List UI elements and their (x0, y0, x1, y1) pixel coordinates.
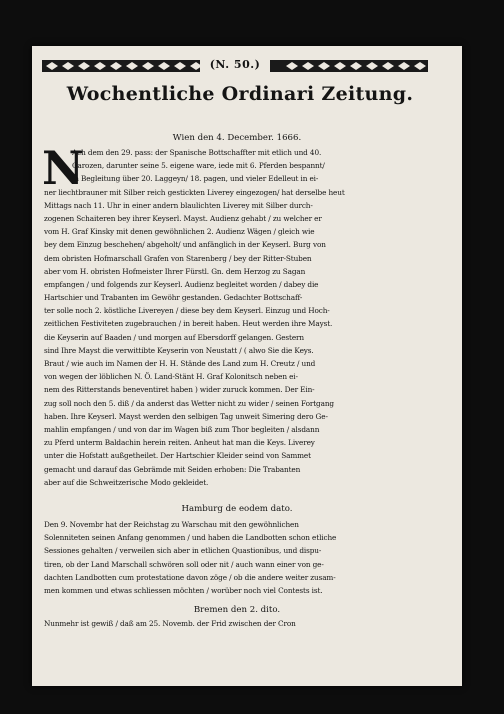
text-line: zug soll noch den 5. diß / da anderst das Wetter nicht zu wider / seinen Fortgang (44, 398, 334, 408)
article-hamburg (44, 518, 436, 597)
text-line: unter die Hofstatt außgetheilet. Der Hartschier Kleider seind von Sammet (44, 451, 311, 461)
text-line: ner liechtbrauner mit Silber reich gestickten Liverey eingezogen/ hat derselbe heut (44, 187, 345, 197)
text-line: die Keyserin auf Baaden / und morgen auf Ebersdorff gelangen. Gestern (44, 332, 305, 342)
text-line: nem des Ritterstands beneventiret haben ) wider zuruck kommen. Der Ein- (44, 385, 315, 395)
text-line: Solenniteten seinen Anfang genommen / und haben die Landbotten schon etliche (44, 533, 337, 543)
text-line: tiren, ob der Land Marschall schwören soll oder nit / auch wann einer von ge- (44, 559, 324, 569)
text-line: Braut / wie auch im Namen der H. H. Stände des Land zum H. Creutz / und (44, 359, 316, 368)
dateline-hamburg: Hamburg de eodem dato. (181, 504, 293, 514)
text-line: men kommen und etwas schliessen möchten / worüber noch viel Contests ist. (44, 585, 323, 595)
text-line: in Begleitung über 20. Laggeyn/ 18. pagen, und vieler Edelleut in ei- (72, 174, 319, 184)
dateline-bremen: Bremen den 2. dito. (193, 605, 281, 615)
text-line: zeitlichen Festiviteten zugebrauchen / in bereit haben. Heut werden ihre Mayst. (44, 319, 333, 329)
article-vienna (42, 141, 436, 489)
text-line: aber auf die Schweitzerische Modo gekleidet. (44, 477, 209, 487)
text-line: haben. Ihre Keyserl. Mayst werden den selbigen Tag unweit Simering dero Ge- (44, 411, 328, 421)
text-line: gemacht und darauf das Gebrämde mit Seiden erhoben: Die Trabanten (44, 464, 301, 474)
text-line: dem obristen Hofmarschall Grafen von Starenberg / bey der Ritter-Stuben (44, 253, 312, 263)
text-line: Mittags nach 11. Uhr in einer andern blaulichten Liverey mit Silber durch- (44, 200, 313, 210)
issue-number: (N. 50.) (200, 56, 270, 74)
text-line: zu Pferd unterm Baldachin herein reiten. Anheut hat man die Keys. Liverey (44, 438, 315, 448)
article-bremen (44, 617, 436, 630)
newspaper-page (32, 46, 462, 686)
text-line: Den 9. Novembr hat der Reichstag zu Warschau mit den gewöhnlichen (44, 520, 299, 529)
text-line: empfangen / und folgends zur Keyserl. Audienz begleitet worden / dabey die (44, 279, 319, 289)
text-line: aber vom H. obristen Hofmeister Ihrer Fürstl. Gn. dem Herzog zu Sagan (44, 266, 306, 276)
text-line: sind Ihre Mayst die verwittibte Keyserin von Neustatt / ( alwo Sie die Keys. (44, 345, 314, 355)
dateline-vienna: Wien den 4. December. 1666. (172, 133, 302, 143)
text-line: von wegen der löblichen N. Ö. Land-Stänt H. Graf Kolonitsch neben ei- (44, 372, 298, 382)
text-line: dachten Landbotten cum protestatione davon zöge / ob die andere weiter zusam- (44, 572, 336, 582)
text-line: Hartschier und Trabanten im Gewöhr gestanden. Gedachter Bottschaff- (44, 293, 303, 303)
text-line: Sessiones gehalten / verweilen sich aber in etlichen Quastionibus, und dispu- (44, 546, 322, 556)
drop-initial: N (42, 141, 85, 195)
text-line: vom H. Graf Kinsky mit denen gewöhnlichen 2. Audienz Wägen / gleich wie (44, 227, 315, 237)
text-line: mahlin empfangen / und von dar im Wagen biß zum Thor begleiten / alsdann (44, 424, 320, 434)
text-line: zogenen Schaiteren bey ihrer Keyserl. Mayst. Audienz gehabt / zu welcher er (44, 213, 322, 223)
text-line: Nunmehr ist gewiß / daß am 25. Novemb. der Frid zwischen der Cron (44, 619, 296, 628)
text-line: Carozen, darunter seine 5. eigene ware, iede mit 6. Pferden bespannt/ (72, 161, 325, 171)
text-line: ter solle noch 2. köstliche Livereyen / diese bey dem Keyserl. Einzug und Hoch- (44, 306, 330, 316)
text-line: Ach dem den 29. pass: der Spanische Bottschaffter mit etlich und 40. (72, 148, 322, 157)
text-line: bey dem Einzug beschehen/ abgeholt/ und anfänglich in der Keyserl. Burg von (44, 240, 326, 250)
newspaper-title: Wochentliche Ordinari Zeitung. (66, 83, 414, 105)
